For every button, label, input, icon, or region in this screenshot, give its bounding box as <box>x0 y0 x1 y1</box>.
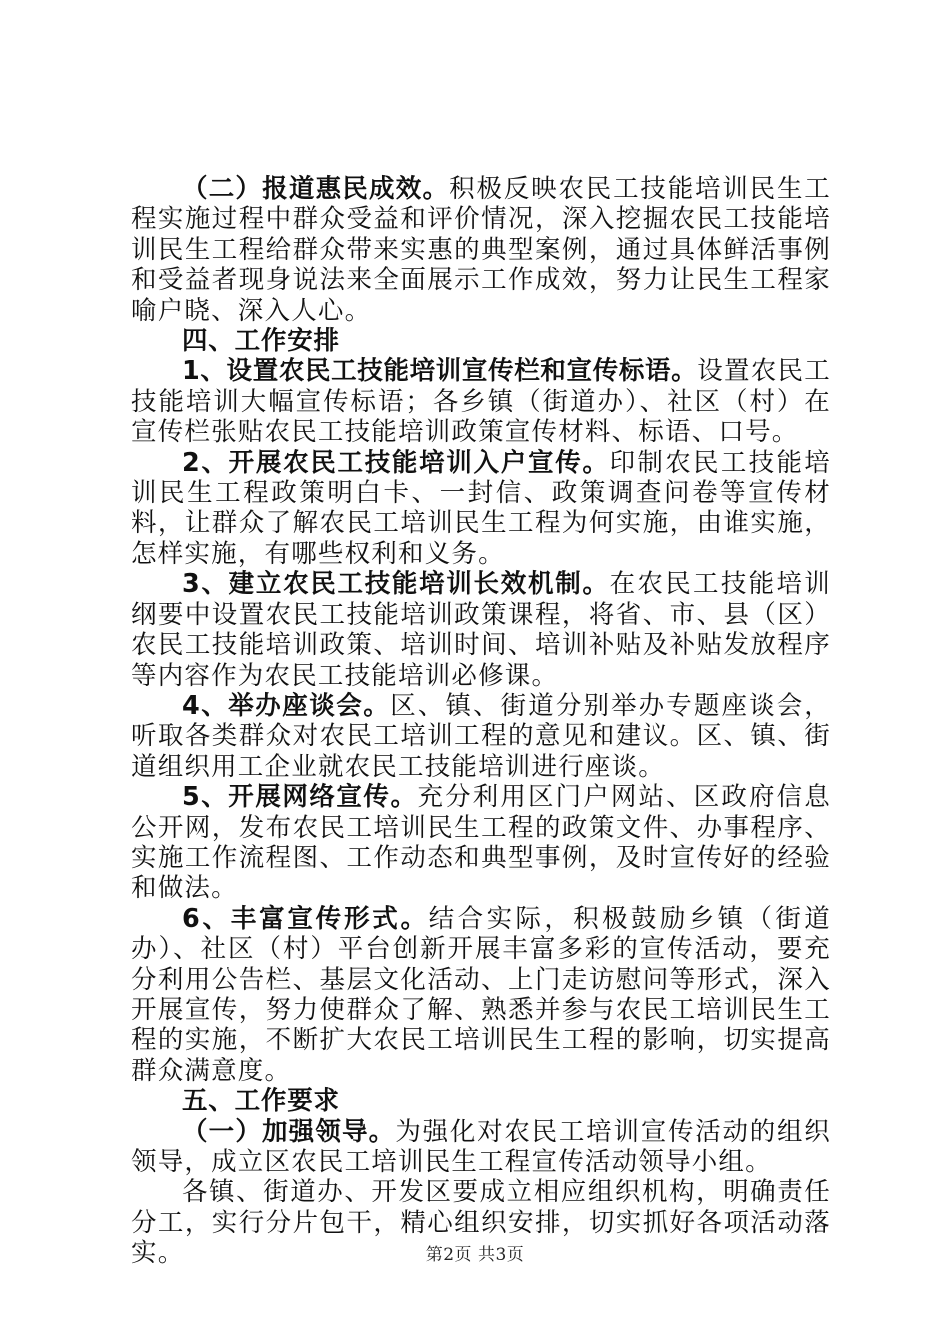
paragraph-text: 在农民工技能培训纲要中设置农民工技能培训政策课程，将省、市、县（区）农民工技能培训政策、培训时间、培训补贴及补贴发放程序等内容作为农民工技能培训必修课。 <box>131 569 832 691</box>
paragraph-text: 各镇、街道办、开发区要成立相应组织机构，明确责任分工，实行分片包干，精心组织安排，切实抓好各项活动落实。 <box>131 1177 831 1269</box>
page-number-footer: 第2页 共3页 <box>425 1245 525 1265</box>
paragraph-lead: 2、开展农民工技能培训入户宣传。 <box>182 447 610 478</box>
paragraph-lead: （二）报道惠民成效。 <box>182 174 450 204</box>
paragraph-text: 区、镇、街道分别举办专题座谈会，听取各类群众对农民工培训工程的意见和建议。区、镇、街道组织用工企业就农民工技能培训进行座谈。 <box>131 690 831 782</box>
paragraph-text: 印制农民工技能培训民生工程政策明白卡、一封信、政策调查问卷等宣传材料，让群众了解农民工培训民生工程为何实施，由谁实施，怎样实施，有哪些权利和义务。 <box>131 447 832 569</box>
paragraph-lead: 4、举办座谈会。 <box>182 690 391 721</box>
paragraph-text: 结合实际，积极鼓励乡镇（街道办）、社区（村）平台创新开展丰富多彩的宣传活动，要充分利用公告栏、基层文化活动、上门走访慰问等形式，深入开展宣传，努力使群众了解、熟悉并参与农民工培训民生工程的实施，不断扩大农民工培训民生工程的影响，切实提高群众满意度。 <box>131 903 831 1086</box>
paragraph-lead: 5、开展网络宣传。 <box>182 782 418 813</box>
paragraph-strengthen-leadership <box>131 1117 831 1178</box>
paragraph-item-6 <box>131 904 831 1086</box>
paragraph-report-benefits <box>131 174 831 326</box>
paragraph-text: 设置农民工技能培训大幅宣传标语；各乡镇（街道办）、社区（村）在宣传栏张贴农民工技能培训政策宣传材料、标语、口号。 <box>131 356 831 448</box>
paragraph-text: 充分利用区门户网站、区政府信息公开网，发布农民工培训民生工程的政策文件、办事程序、实施工作流程图、工作动态和典型事例，及时宣传好的经验和做法。 <box>131 782 831 904</box>
paragraph-item-4 <box>131 691 831 782</box>
paragraph-item-5 <box>131 782 831 904</box>
document-body <box>131 174 831 1269</box>
paragraph-text: 积极反映农民工技能培训民生工程实施过程中群众受益和评价情况，深入挖掘农民工技能培训民生工程给群众带来实惠的典型案例，通过具体鲜活事例和受益者现身说法来全面展示工作成效，努力让民生工程家喻户晓、深入人心。 <box>131 174 831 326</box>
paragraph-lead: 1、设置农民工技能培训宣传栏和宣传标语。 <box>182 356 698 387</box>
paragraph-item-1 <box>131 356 831 447</box>
paragraph-item-2 <box>131 448 831 570</box>
paragraph-lead: 6、丰富宣传形式。 <box>182 903 429 934</box>
paragraph-text: 为强化对农民工培训宣传活动的组织领导，成立区农民工培训民生工程宣传活动领导小组。 <box>131 1116 831 1177</box>
paragraph-lead: （一）加强领导。 <box>182 1116 396 1147</box>
paragraph-lead: 3、建立农民工技能培训长效机制。 <box>182 569 610 600</box>
paragraph-item-3 <box>131 569 831 691</box>
section-heading-work-arrangement: 四、工作安排 <box>182 326 340 357</box>
section-heading-work-requirements: 五、工作要求 <box>182 1086 340 1117</box>
